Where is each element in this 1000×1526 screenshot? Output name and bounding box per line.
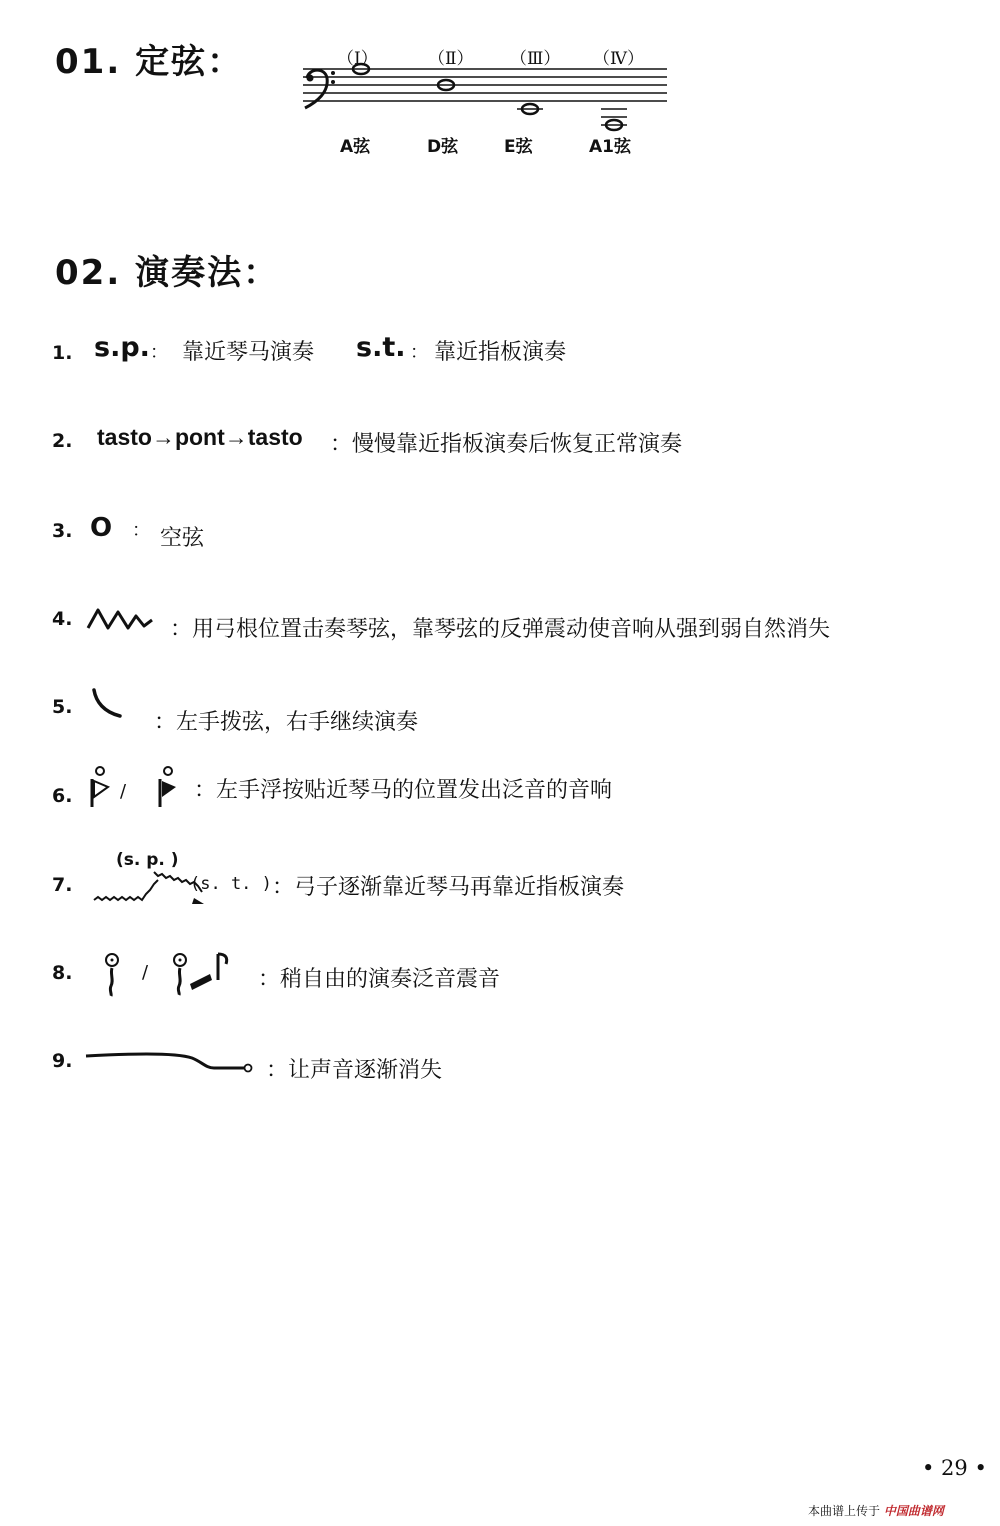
technique-item-7: [50, 850, 980, 900]
symbol-open-string: O: [90, 513, 113, 543]
item-colon: ：: [410, 342, 428, 363]
string-name-d: D弦: [427, 137, 459, 157]
item-description: ：左手拨弦，右手继续演奏: [154, 710, 419, 735]
string-roman-1: （Ⅰ）: [337, 49, 378, 69]
item-slash: /: [142, 962, 149, 983]
item-number: 9.: [52, 1050, 73, 1072]
technique-item-1: [50, 330, 980, 380]
section-1-heading: [55, 34, 243, 83]
harmonic-tremolo-icon: [168, 950, 238, 996]
label-sp: (s. p. ): [116, 850, 179, 870]
harmonic-note-hollow-icon: [86, 765, 116, 809]
item-description-b: 靠近指板演奏: [434, 340, 567, 365]
string-name-a1: A1弦: [589, 137, 631, 157]
item-description: ：左手浮按贴近琴马的位置发出泛音的音响: [194, 778, 613, 803]
item-number: 6.: [52, 785, 73, 807]
symbol-tasto-pont-tasto: tasto→pont→tasto: [97, 424, 303, 450]
item-number: 7.: [52, 874, 73, 896]
string-roman-3: （Ⅲ）: [510, 49, 561, 69]
credit-text: 本曲谱上传于: [808, 1504, 881, 1518]
col-legno-battuto-icon: [86, 606, 156, 630]
item-description: ：稍自由的演奏泛音震音: [258, 967, 501, 992]
item-description: ：用弓根位置击奏琴弦，靠琴弦的反弹震动使音响从强到弱自然消失: [170, 617, 831, 642]
string-roman-4: （Ⅳ）: [593, 49, 644, 69]
technique-item-2: [50, 422, 980, 472]
symbol-sul-tasto: s.t.: [356, 332, 406, 363]
item-slash: /: [120, 781, 127, 802]
technique-item-9: [50, 1044, 980, 1094]
item-description: 空弦: [160, 526, 205, 551]
harmonic-vibrato-icon: [100, 952, 126, 998]
technique-item-6: [50, 765, 980, 815]
footer-credit: [808, 1502, 944, 1519]
item-number: 3.: [52, 520, 73, 542]
page-number: • 29 •: [922, 1456, 987, 1480]
item-colon: ：: [150, 342, 168, 363]
technique-item-3: [50, 512, 980, 562]
section-1-number: 01.: [55, 42, 122, 82]
item-number: 5.: [52, 696, 73, 718]
item-colon: ：: [132, 520, 150, 541]
section-2-title: 演奏法：: [135, 253, 280, 293]
item-description: ：让声音逐渐消失: [266, 1058, 443, 1083]
item-number: 1.: [52, 342, 73, 364]
niente-fade-line-icon: [84, 1046, 260, 1076]
technique-item-8: [50, 950, 980, 1000]
label-st: (s. t. ): [190, 874, 272, 894]
bass-clef-icon: [305, 70, 335, 108]
item-description-a: 靠近琴马演奏: [182, 340, 315, 365]
left-hand-pizzicato-icon: [90, 688, 130, 722]
item-description: ：弓子逐渐靠近琴马再靠近指板演奏: [272, 875, 625, 900]
technique-item-4: [50, 600, 980, 650]
symbol-sul-ponticello: s.p.: [94, 332, 150, 363]
section-1-title: 定弦：: [135, 42, 244, 82]
site-logo[interactable]: 中国曲谱网: [883, 1504, 944, 1518]
harmonic-note-filled-icon: [154, 765, 184, 809]
string-name-a: A弦: [340, 137, 371, 157]
item-number: 2.: [52, 430, 73, 452]
section-2-number: 02.: [55, 253, 122, 293]
string-name-e: E弦: [504, 137, 533, 157]
technique-item-5: [50, 688, 980, 738]
string-roman-2: （Ⅱ）: [428, 49, 474, 69]
tuning-diagram: [295, 40, 675, 165]
section-2-heading: [55, 245, 279, 294]
item-number: 8.: [52, 962, 73, 984]
item-description: ：慢慢靠近指板演奏后恢复正常演奏: [330, 432, 683, 457]
item-number: 4.: [52, 608, 73, 630]
